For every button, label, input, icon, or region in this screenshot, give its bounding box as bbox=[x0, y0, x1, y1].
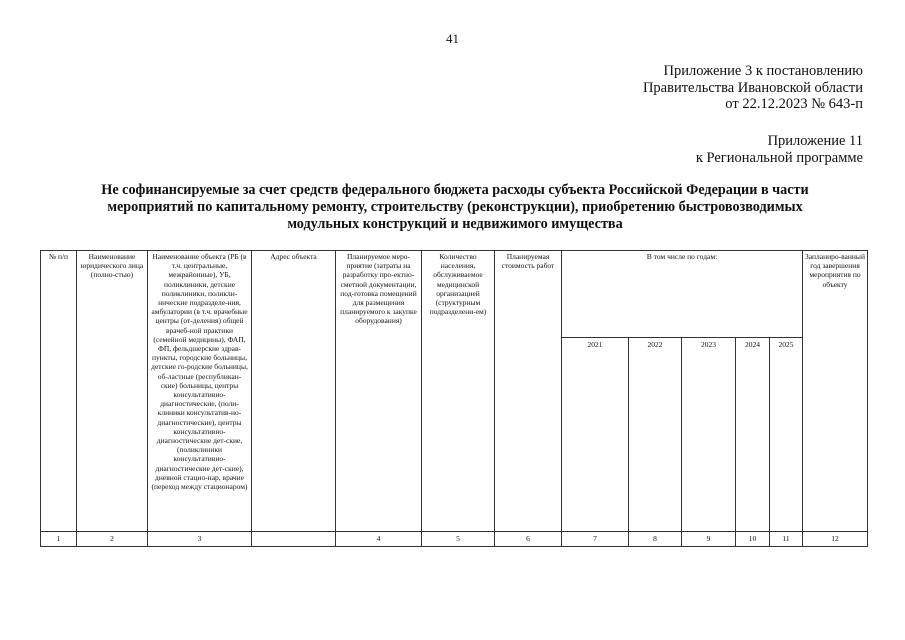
page-number: 41 bbox=[446, 31, 459, 46]
header-num: № п/п bbox=[41, 251, 77, 532]
column-number: 10 bbox=[736, 532, 770, 547]
header-planned-event: Планируемое меро-приятие (затраты на разработку про-ектно-сметной документации, под-готовка помещений для размещения планируемого к закупке оборудования) bbox=[336, 251, 422, 532]
appendix-11-reference bbox=[696, 133, 863, 166]
column-number: 2 bbox=[77, 532, 148, 547]
header-planned-cost: Планируемая стоимость работ bbox=[495, 251, 562, 532]
column-number: 9 bbox=[682, 532, 736, 547]
column-number: 6 bbox=[495, 532, 562, 547]
column-number: 3 bbox=[148, 532, 252, 547]
document-title bbox=[60, 182, 850, 233]
year-cell: 2023 bbox=[682, 338, 736, 532]
appendix-3-reference bbox=[643, 63, 863, 113]
header-object-name: Наименование объекта (РБ (в т.ч. центральные, межрайонные), УБ, поликлиники, детские поликлиники, поликли-нические подразделе-ния, амбулатории (в т.ч. врачебные центры (от-деления) общей врачеб-ной практики (семейной медицины), ФАП, ФП, фельдшерские здрав-пункты, городские больницы, детские го-родские больницы, об-ластные (республикан-ские) больницы, центры консультативно-диагностические, (поли-клиники консультатив-но-диагностические), центры консультативно-диагностические дет-ские, (поликлиники консультативно-диагностические дет-ские), дневной стацио-нар, врачие (переход между стационаром) bbox=[148, 251, 252, 532]
title-line: Не софинансируемые за счет средств федерального бюджета расходы субъекта Российской Федерации в части bbox=[101, 182, 809, 198]
header-completion-year: Запланиро-ванный год завершения мероприятия по объекту bbox=[803, 251, 868, 532]
header-by-years: В том числе по годам: bbox=[562, 251, 803, 338]
column-number: 7 bbox=[562, 532, 629, 547]
year-cell: 2024 bbox=[736, 338, 770, 532]
appendix-3-line: Правительства Ивановской области bbox=[642, 79, 863, 96]
expenses-table bbox=[40, 250, 868, 547]
year-cell: 2021 bbox=[562, 338, 629, 532]
appendix-11-line: Приложение 11 bbox=[767, 133, 863, 149]
header-population: Количество населения, обслуживаемое медицинской организацией (структурным подразделени-ем) bbox=[422, 251, 495, 532]
column-number: 12 bbox=[803, 532, 868, 547]
column-number: 11 bbox=[770, 532, 803, 547]
column-number: 8 bbox=[629, 532, 682, 547]
title-line: модульных конструкций и недвижимого имущества bbox=[287, 216, 623, 232]
appendix-3-line: от 22.12.2023 № 643-п bbox=[725, 96, 863, 112]
title-line: мероприятий по капитальному ремонту, строительству (реконструкции), приобретению быстровозводимых bbox=[107, 199, 803, 215]
column-number: 4 bbox=[336, 532, 422, 547]
appendix-3-line: Приложение 3 к постановлению bbox=[663, 63, 863, 79]
column-number bbox=[252, 532, 336, 547]
header-legal-entity: Наименование юридического лица (полно-стью) bbox=[77, 251, 148, 532]
column-number: 5 bbox=[422, 532, 495, 547]
year-cell: 2025 bbox=[770, 338, 803, 532]
column-number: 1 bbox=[41, 532, 77, 547]
year-cell: 2022 bbox=[629, 338, 682, 532]
header-address: Адрес объекта bbox=[252, 251, 336, 532]
appendix-11-line: к Региональной программе bbox=[695, 149, 863, 166]
